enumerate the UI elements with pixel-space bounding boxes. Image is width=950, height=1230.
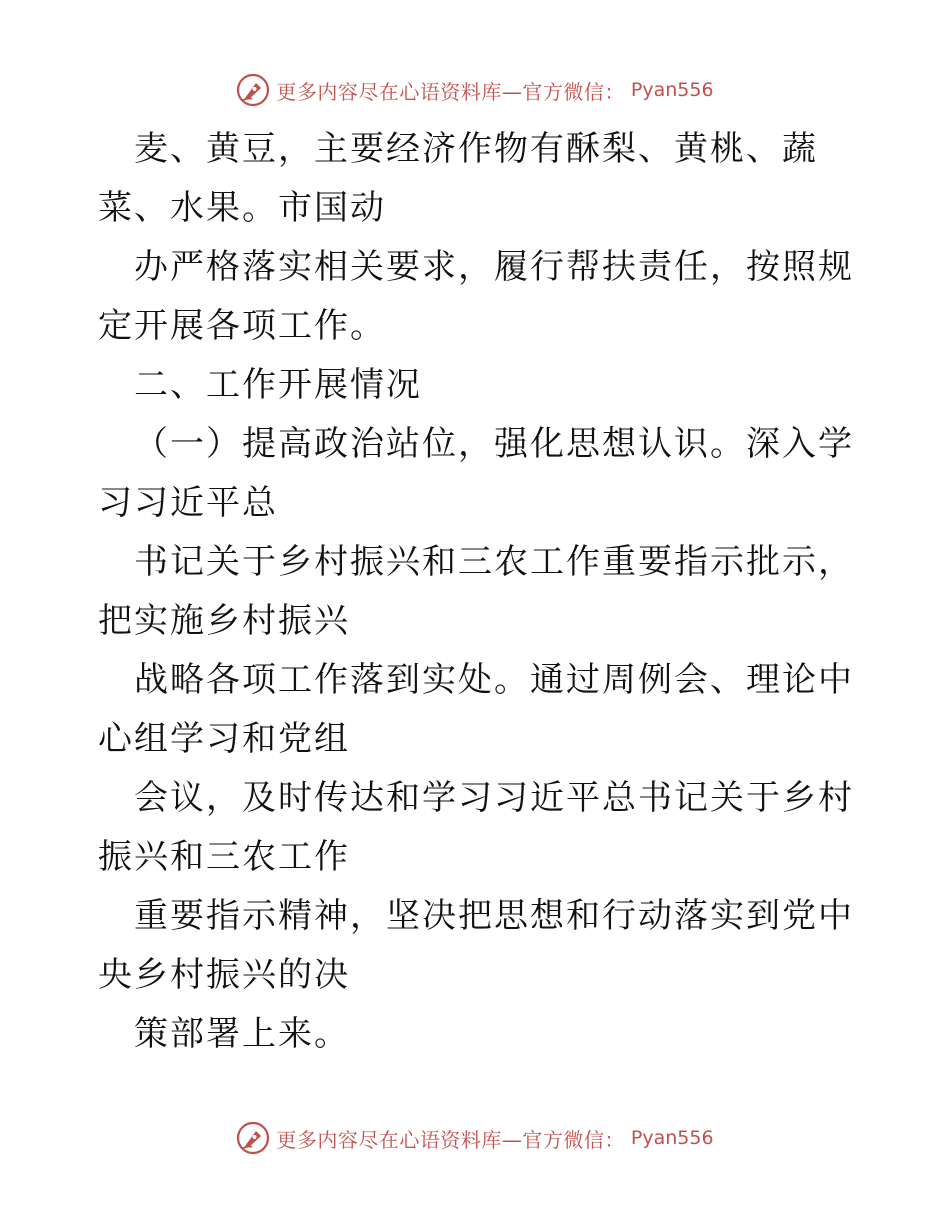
paragraph: 重要指示精神，坚决把思想和行动落实到党中央乡村振兴的决 (98, 896, 854, 995)
footer-watermark-banner (0, 1118, 950, 1158)
pen-nib-logo-icon (236, 1121, 270, 1155)
paragraph: 战略各项工作落到实处。通过周例会、理论中心组学习和党组 (98, 660, 854, 759)
paragraph: （一）提高政治站位，强化思想认识。深入学习习近平总 (98, 424, 854, 523)
header-wechat-id: Pyan556 (630, 79, 714, 101)
paragraph: 书记关于乡村振兴和三农工作重要指示批示，把实施乡村振兴 (98, 542, 854, 641)
footer-wechat-id: Pyan556 (630, 1127, 714, 1149)
paragraph: 会议，及时传达和学习习近平总书记关于乡村振兴和三农工作 (98, 778, 854, 877)
header-watermark-banner (0, 70, 950, 110)
paragraph: 策部署上来。 (134, 1014, 350, 1054)
document-body (98, 120, 854, 1064)
paragraph: 办严格落实相关要求，履行帮扶责任，按照规定开展各项工作。 (98, 247, 854, 346)
section-heading: 二、工作开展情况 (134, 365, 422, 405)
header-banner-text: 更多内容尽在心语资料库—官方微信： (276, 79, 625, 104)
pen-nib-logo-icon (236, 73, 270, 107)
paragraph: 麦、黄豆，主要经济作物有酥梨、黄桃、蔬菜、水果。市国动 (98, 129, 818, 228)
footer-banner-text: 更多内容尽在心语资料库—官方微信： (276, 1127, 625, 1152)
